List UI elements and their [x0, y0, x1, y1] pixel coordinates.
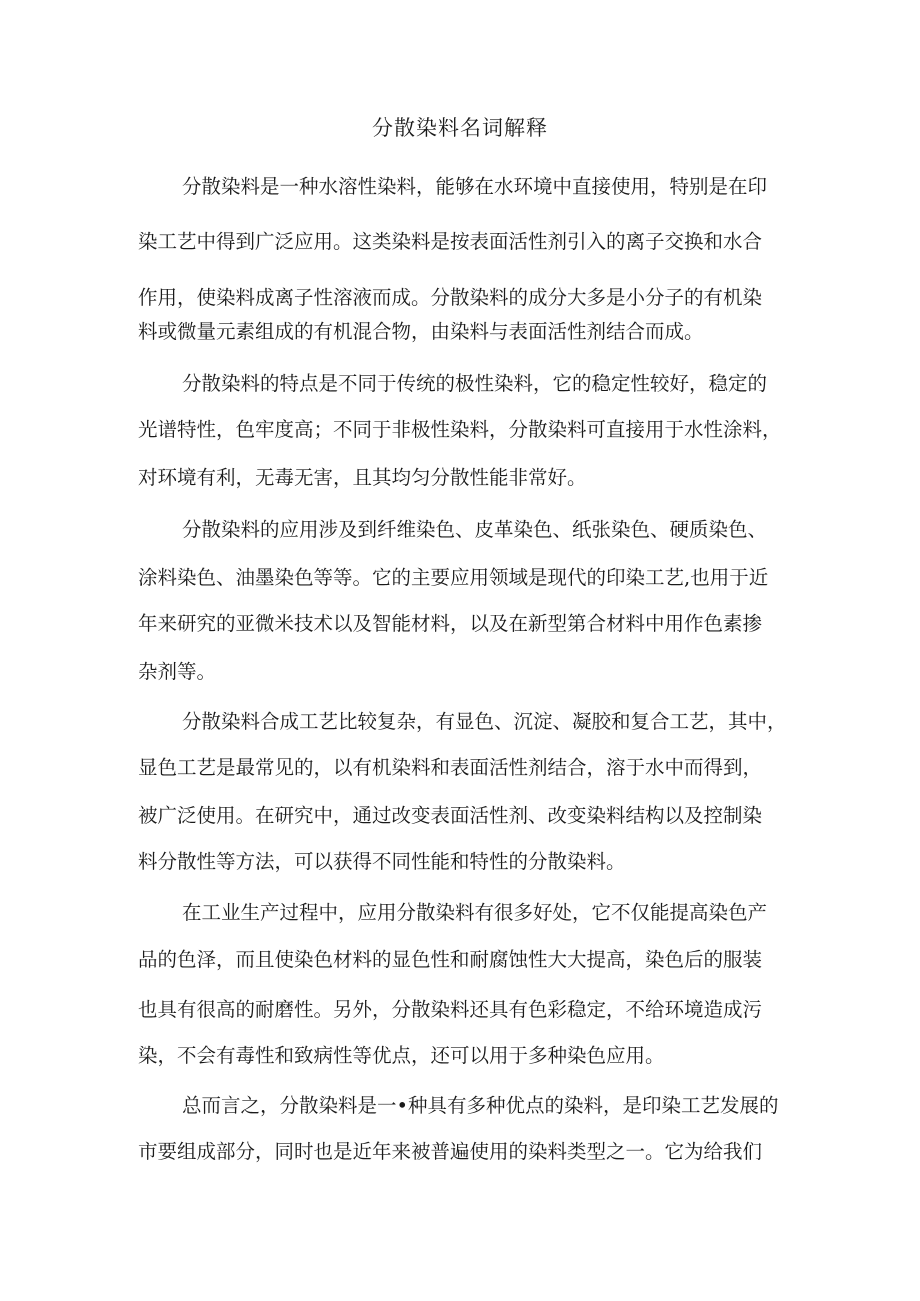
paragraph-6-line-2: 市要组成部分，同时也是近年来被普遍使用的染料类型之一。它为给我们 — [138, 1140, 763, 1163]
paragraph-4-line-3: 被广泛使用。在研究中，通过改变表面活性剂、改变染料结构以及控制染 — [138, 804, 763, 827]
paragraph-1-line-2: 染工艺中得到广泛应用。这类染料是按表面活性剂引入的离子交换和水合 — [138, 230, 763, 253]
paragraph-3-line-1: 分散染料的应用涉及到纤维染色、皮革染色、纸张染色、硬质染色、 — [182, 518, 768, 541]
paragraph-1-line-3: 作用，使染料成离子性溶液而成。分散染料的成分大多是小分子的有机染 — [138, 286, 763, 309]
paragraph-5-line-2: 品的色泽，而且使染色材料的显色性和耐腐蚀性大大提高，染色后的服装 — [138, 948, 763, 971]
paragraph-2-line-3: 对环境有利，无毒无害，且其均匀分散性能非常好。 — [138, 466, 587, 489]
paragraph-5-line-3: 也具有很高的耐磨性。另外，分散染料还具有色彩稳定，不给环境造成污 — [138, 998, 763, 1021]
paragraph-1-line-4: 料或微量元素组成的有机混合物，由染料与表面活性剂结合而成。 — [138, 320, 704, 343]
paragraph-3-line-4: 杂剂等。 — [138, 660, 217, 683]
paragraph-2-line-1: 分散染料的特点是不同于传统的极性染料，它的稳定性较好，稳定的 — [182, 372, 768, 395]
paragraph-4-line-4: 料分散性等方法，可以获得不同性能和特性的分散染料。 — [138, 850, 626, 873]
paragraph-5-line-1: 在工业生产过程中，应用分散染料有很多好处，它不仅能提高染色产 — [182, 901, 768, 924]
paragraph-3-line-2: 涂料染色、油墨染色等等。它的主要应用领域是现代的印染工艺,也用于近 — [138, 566, 769, 589]
paragraph-2-line-2: 光谱特性，色牢度高；不同于非极性染料，分散染料可直接用于水性涂料， — [138, 418, 782, 441]
paragraph-6-line-1: 总而言之，分散染料是一•种具有多种优点的染料，是印染工艺发展的 — [182, 1094, 779, 1117]
paragraph-1-line-1: 分散染料是一种水溶性染料，能够在水环境中直接使用，特别是在印 — [182, 175, 768, 198]
paragraph-4-line-1: 分散染料合成工艺比较复杂，有显色、沉淀、凝胶和复合工艺，其中， — [182, 710, 787, 733]
document-title: 分散染料名词解释 — [372, 116, 548, 140]
paragraph-4-line-2: 显色工艺是最常见的，以有机染料和表面活性剂结合，溶于水中而得到， — [138, 756, 763, 779]
paragraph-5-line-4: 染，不会有毒性和致病性等优点，还可以用于多种染色应用。 — [138, 1044, 665, 1067]
paragraph-3-line-3: 年来研究的亚微米技术以及智能材料，以及在新型第合材料中用作色素掺 — [138, 612, 763, 635]
